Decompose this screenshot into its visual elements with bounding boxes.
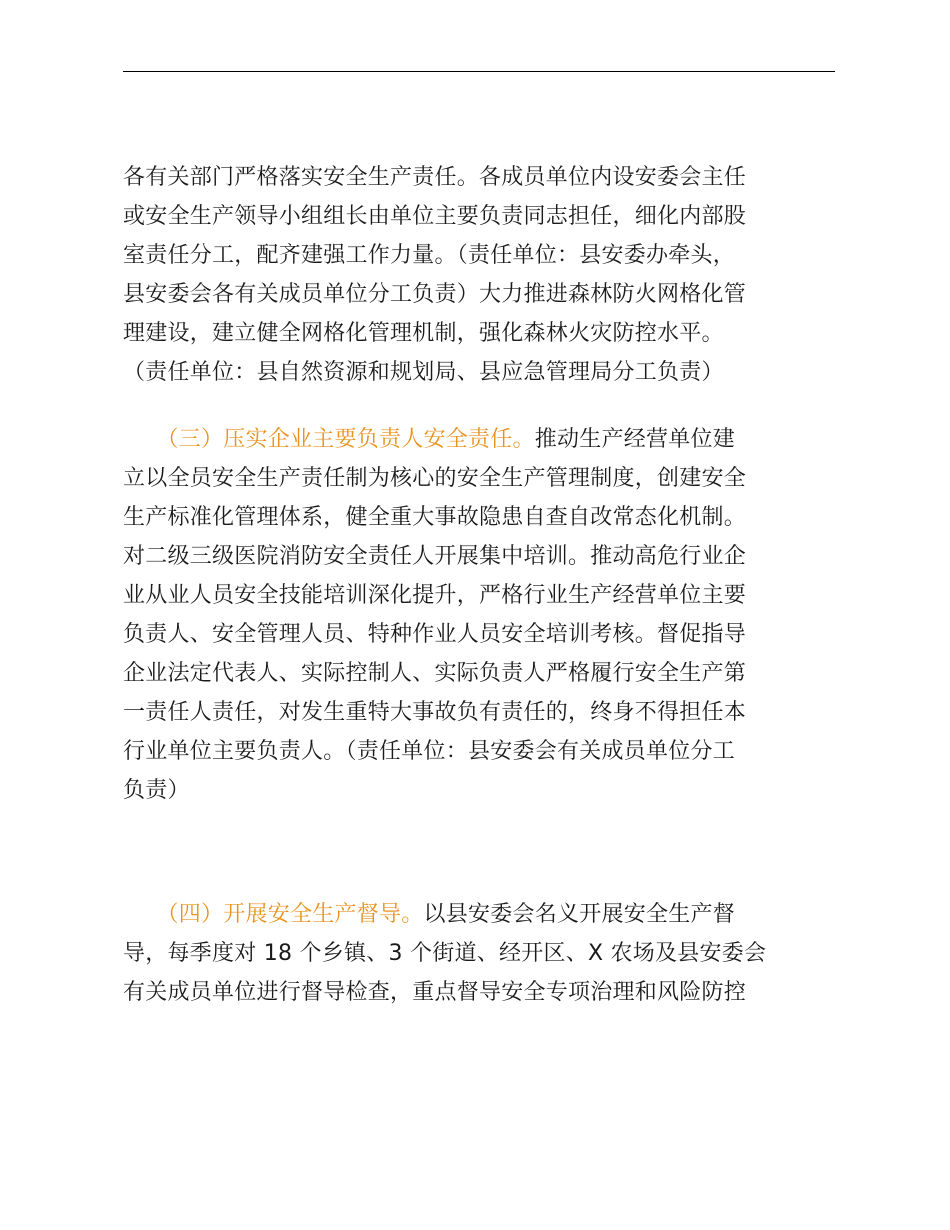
text-line: 负责人、安全管理人员、特种作业人员安全培训考核。督促指导: [123, 622, 747, 647]
text-line: 导，每季度对 18 个乡镇、3 个街道、经开区、X 农场及县安委会: [123, 941, 767, 966]
text-run: 以县安委会名义开展安全生产督: [423, 902, 736, 927]
text-line: 行业单位主要负责人。（责任单位：县安委会有关成员单位分工: [123, 739, 736, 764]
text-line: 理建设，建立健全网格化管理机制，强化森林火灾防控水平。: [123, 321, 724, 346]
text-line-first: [123, 420, 837, 459]
text-line: 室责任分工，配齐建强工作力量。（责任单位：县安委办牵头，: [123, 243, 736, 268]
paragraph-3: [123, 895, 837, 1012]
text-line: 企业法定代表人、实际控制人、实际负责人严格履行安全生产第: [123, 661, 747, 686]
text-line: 县安委会各有关成员单位分工负责）大力推进森林防火网格化管: [123, 282, 747, 307]
text-line: （责任单位：县自然资源和规划局、县应急管理局分工负责）: [123, 360, 724, 385]
header-rule: [123, 71, 835, 72]
text-line: 业从业人员安全技能培训深化提升，严格行业生产经营单位主要: [123, 583, 747, 608]
text-line-first: [123, 895, 837, 934]
section-heading: （三）压实企业主要负责人安全责任。: [167, 427, 535, 452]
text-line: 各有关部门严格落实安全生产责任。各成员单位内设安委会主任: [123, 165, 747, 190]
text-line: 生产标准化管理体系，健全重大事故隐患自查自改常态化机制。: [123, 505, 747, 530]
paragraph-1: [123, 158, 837, 392]
text-line: 或安全生产领导小组组长由单位主要负责同志担任，细化内部股: [123, 204, 747, 229]
text-line: 有关成员单位进行督导检查，重点督导安全专项治理和风险防控: [123, 980, 747, 1005]
text-line: 负责）: [123, 778, 190, 803]
text-run: 推动生产经营单位建: [534, 427, 736, 452]
section-heading: （四）开展安全生产督导。: [167, 902, 424, 927]
paragraph-2: [123, 420, 837, 810]
text-line: 一责任人责任，对发生重特大事故负有责任的，终身不得担任本: [123, 700, 747, 725]
text-line: 对二级三级医院消防安全责任人开展集中培训。推动高危行业企: [123, 544, 747, 569]
text-line: 立以全员安全生产责任制为核心的安全生产管理制度，创建安全: [123, 466, 747, 491]
